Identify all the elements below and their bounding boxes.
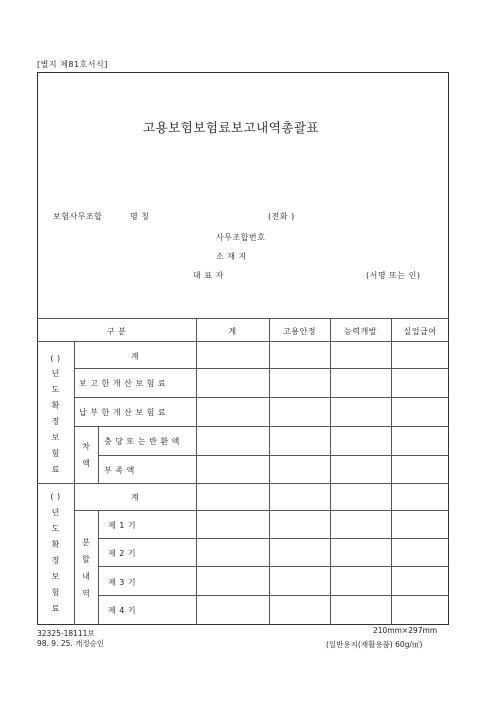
sec2-vertical-label: 년 도 확 정 보 험 료	[51, 508, 60, 613]
header-bottom-rule	[37, 341, 449, 342]
sec1-paid-premium-row: 납 부 한 개 산 보 험 료	[79, 408, 167, 417]
representative-label: 대 표 자	[193, 271, 224, 280]
paper-spec: (일반용지(재활용품) 60g/㎡)	[326, 640, 423, 649]
sec2-total-row: 계	[130, 493, 140, 502]
sec1-difference-label: 차 액	[82, 442, 90, 468]
paper-size: 210mm×297mm	[373, 626, 438, 635]
form-number-tag: [별지 제81호서식]	[37, 60, 108, 69]
installment-1-row: 제 1 기	[108, 521, 137, 530]
sec1-year-paren: ( )	[50, 354, 61, 363]
sec1-total-row: 계	[130, 352, 140, 361]
address-label: 소 재 지	[216, 252, 247, 261]
table-top-rule	[37, 318, 449, 319]
phone-label: (전화 )	[268, 212, 295, 221]
sec2-year-paren: ( )	[50, 492, 61, 501]
name-label: 명 칭	[130, 212, 150, 221]
assoc-number-label: 사무조합번호	[216, 233, 266, 242]
association-label: 보험사무조합	[53, 212, 103, 221]
section-divider-rule	[37, 483, 449, 484]
sec1-reported-premium-row: 보 고 한 개 산 보 험 료	[79, 379, 167, 388]
sec1-vertical-label: 년 도 확 정 보 험 료	[51, 369, 60, 474]
header-employment-stability: 고용안정	[283, 327, 316, 336]
installment-4-row: 제 4 기	[108, 606, 137, 615]
sec1-shortfall-row: 부 족 액	[104, 466, 135, 475]
header-unemployment-benefit: 실업급여	[403, 327, 437, 336]
header-total: 계	[228, 327, 237, 336]
sec1-refund-row: 충 당 또 는 반 환 액	[104, 437, 180, 446]
form-code: 32325-18111보	[37, 629, 95, 638]
header-skill-development: 능력개발	[344, 327, 377, 336]
sec2-installment-label: 분 할 내 역	[82, 538, 90, 598]
signature-label: (서명 또는 인)	[366, 271, 421, 280]
installment-3-row: 제 3 기	[108, 578, 137, 587]
header-category: 구 분	[106, 327, 127, 336]
installment-2-row: 제 2 기	[108, 549, 137, 558]
approval-date: 98. 9. 25. 개정승인	[37, 639, 105, 648]
form-title: 고용보험보험료보고내역총괄표	[143, 120, 320, 135]
